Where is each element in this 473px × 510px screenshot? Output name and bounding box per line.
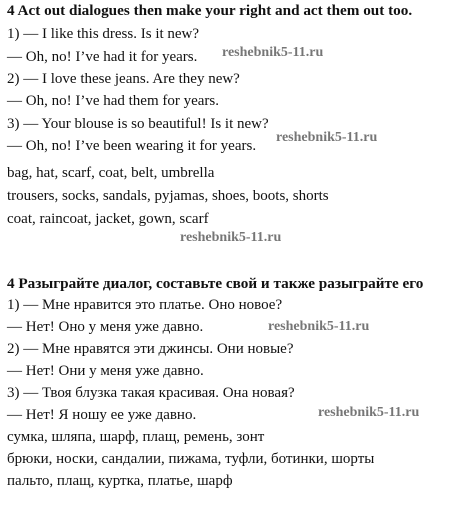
- english-dialogue-line-5: 3) — Your blouse is so beautiful! Is it new?: [7, 116, 269, 132]
- russian-word-line-3: пальто, плащ, куртка, платье, шарф: [7, 473, 233, 489]
- english-dialogue-line-3: 2) — I love these jeans. Are they new?: [7, 71, 240, 87]
- english-dialogue-line-4: — Oh, no! I’ve had them for years.: [7, 93, 220, 109]
- watermark: reshebnik5-11.ru: [276, 130, 378, 145]
- russian-dialogue-line-5: 3) — Твоя блузка такая красивая. Она новая?: [7, 385, 295, 401]
- russian-dialogue-line-1: 1) — Мне нравится это платье. Оно новое?: [7, 297, 283, 313]
- russian-word-line-1: сумка, шляпа, шарф, плащ, ремень, зонт: [7, 429, 265, 445]
- english-word-line-2: trousers, socks, sandals, pyjamas, shoes, boots, shorts: [7, 188, 329, 204]
- english-title: 4 Act out dialogues then make your right and act them out too.: [7, 2, 413, 19]
- watermark: reshebnik5-11.ru: [318, 405, 420, 420]
- russian-word-line-2: брюки, носки, сандалии, пижама, туфли, ботинки, шорты: [7, 451, 375, 467]
- russian-dialogue-line-2: — Нет! Оно у меня уже давно.: [7, 319, 204, 335]
- russian-dialogue-line-3: 2) — Мне нравятся эти джинсы. Они новые?: [7, 341, 294, 357]
- russian-dialogue-line-4: — Нет! Они у меня уже давно.: [7, 363, 204, 379]
- watermark: reshebnik5-11.ru: [222, 45, 324, 60]
- english-word-line-3: coat, raincoat, jacket, gown, scarf: [7, 211, 209, 227]
- english-word-line-1: bag, hat, scarf, coat, belt, umbrella: [7, 165, 215, 181]
- russian-title: 4 Разыграйте диалог, составьте свой и также разыграйте его: [7, 275, 424, 292]
- english-dialogue-line-2: — Oh, no! I’ve had it for years.: [7, 49, 198, 65]
- english-dialogue-line-1: 1) — I like this dress. Is it new?: [7, 26, 200, 42]
- english-dialogue-line-6: — Oh, no! I’ve been wearing it for years.: [7, 138, 257, 154]
- watermark: reshebnik5-11.ru: [180, 230, 282, 245]
- watermark: reshebnik5-11.ru: [268, 319, 370, 334]
- russian-dialogue-line-6: — Нет! Я ношу ее уже давно.: [7, 407, 197, 423]
